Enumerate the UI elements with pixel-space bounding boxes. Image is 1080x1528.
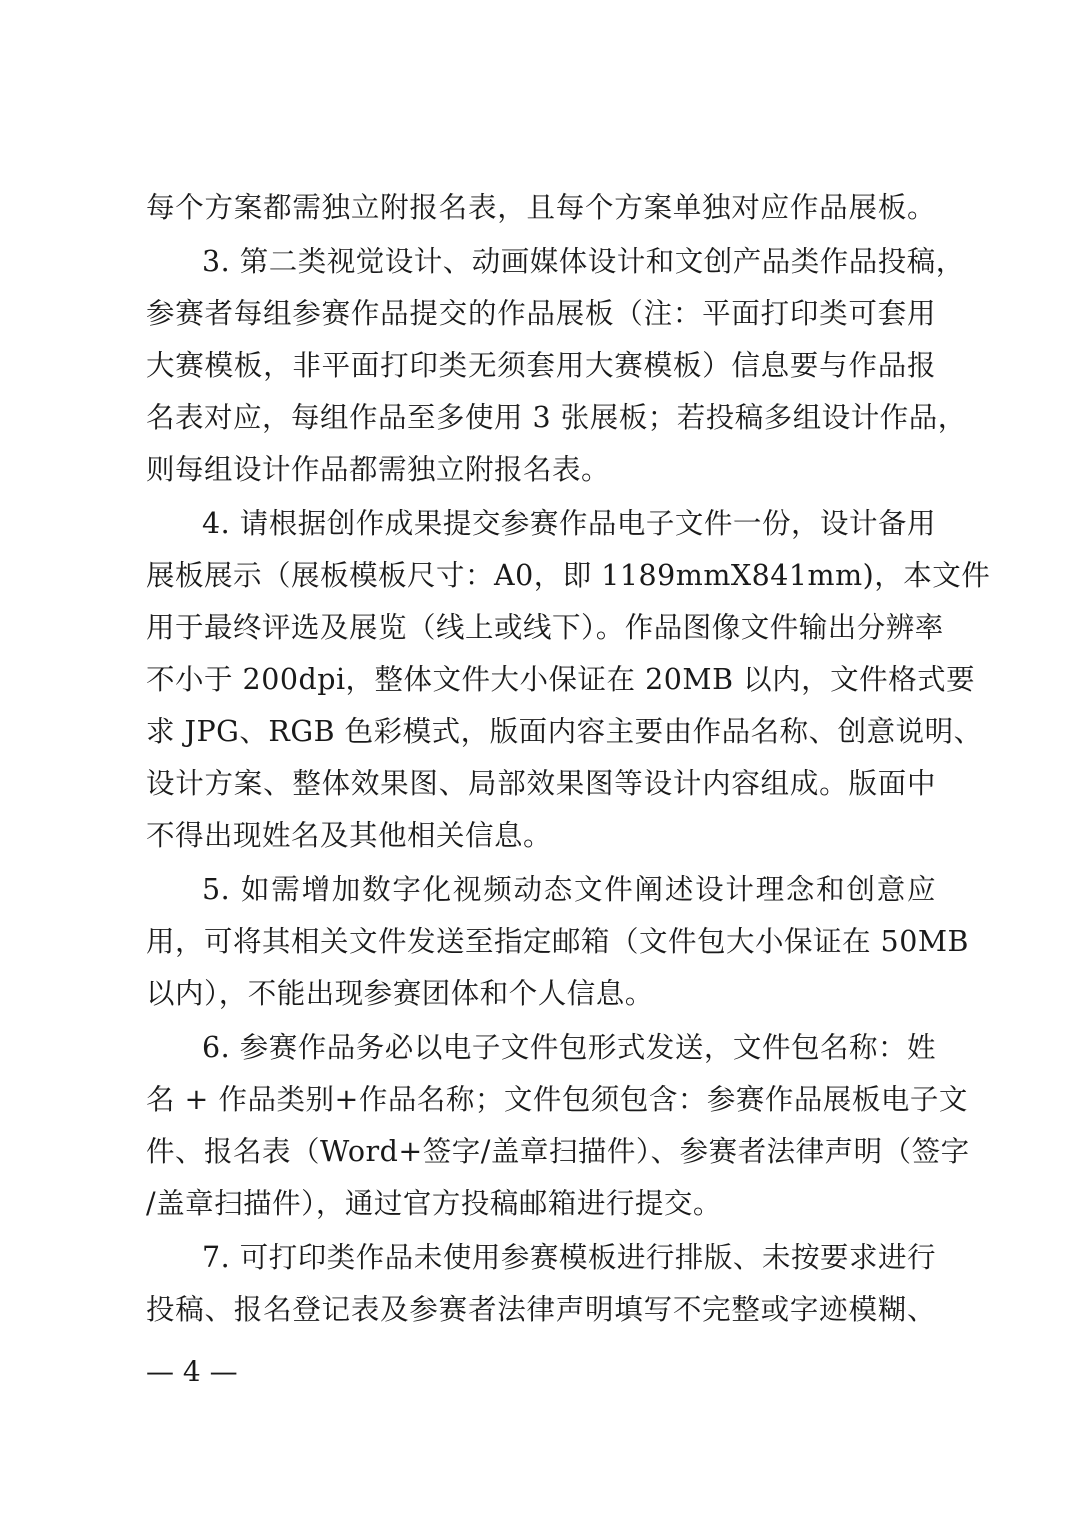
text-line: 求 JPG、RGB 色彩模式，版面内容主要由作品名称、创意说明、 xyxy=(146,715,983,748)
text-line: 用于最终评选及展览（线上或线下）。作品图像文件输出分辨率 xyxy=(146,611,944,644)
text-line: 大赛模板，非平面打印类无须套用大赛模板）信息要与作品报 xyxy=(146,349,936,382)
text-line: 7. 可打印类作品未使用参赛模板进行排版、未按要求进行 xyxy=(202,1241,936,1274)
text-line: 展板展示（展板模板尺寸：A0，即 1189mmX841mm)，本文件 xyxy=(146,559,991,592)
text-line: 以内），不能出现参赛团体和个人信息。 xyxy=(146,977,654,1010)
text-line: 5. 如需增加数字化视频动态文件阐述设计理念和创意应 xyxy=(202,873,936,906)
text-line: 每个方案都需独立附报名表，且每个方案单独对应作品展板。 xyxy=(146,191,936,224)
text-line: 件、报名表（Word+签字/盖章扫描件）、参赛者法律声明（签字 xyxy=(146,1135,970,1168)
text-line: 设计方案、整体效果图、局部效果图等设计内容组成。版面中 xyxy=(146,767,936,800)
page-number: — 4 — xyxy=(146,1355,238,1388)
text-line: 3. 第二类视觉设计、动画媒体设计和文创产品类作品投稿， xyxy=(202,245,965,278)
text-line: 不得出现姓名及其他相关信息。 xyxy=(146,819,553,852)
text-line: 名 + 作品类别+作品名称；文件包须包含：参赛作品展板电子文 xyxy=(146,1083,968,1116)
text-line: 参赛者每组参赛作品提交的作品展板（注：平面打印类可套用 xyxy=(146,297,936,330)
text-line: 用，可将其相关文件发送至指定邮箱（文件包大小保证在 50MB xyxy=(146,925,969,958)
text-line: 投稿、报名登记表及参赛者法律声明填写不完整或字迹模糊、 xyxy=(146,1293,936,1326)
text-line: 则每组设计作品都需独立附报名表。 xyxy=(146,453,611,486)
text-line: 6. 参赛作品务必以电子文件包形式发送，文件包名称：姓 xyxy=(202,1031,936,1064)
text-line: 名表对应，每组作品至多使用 3 张展板；若投稿多组设计作品， xyxy=(146,401,967,434)
text-line: 不小于 200dpi，整体文件大小保证在 20MB 以内，文件格式要 xyxy=(146,663,976,696)
text-line: 4. 请根据创作成果提交参赛作品电子文件一份，设计备用 xyxy=(202,507,936,540)
text-line: /盖章扫描件），通过官方投稿邮箱进行提交。 xyxy=(146,1187,722,1220)
